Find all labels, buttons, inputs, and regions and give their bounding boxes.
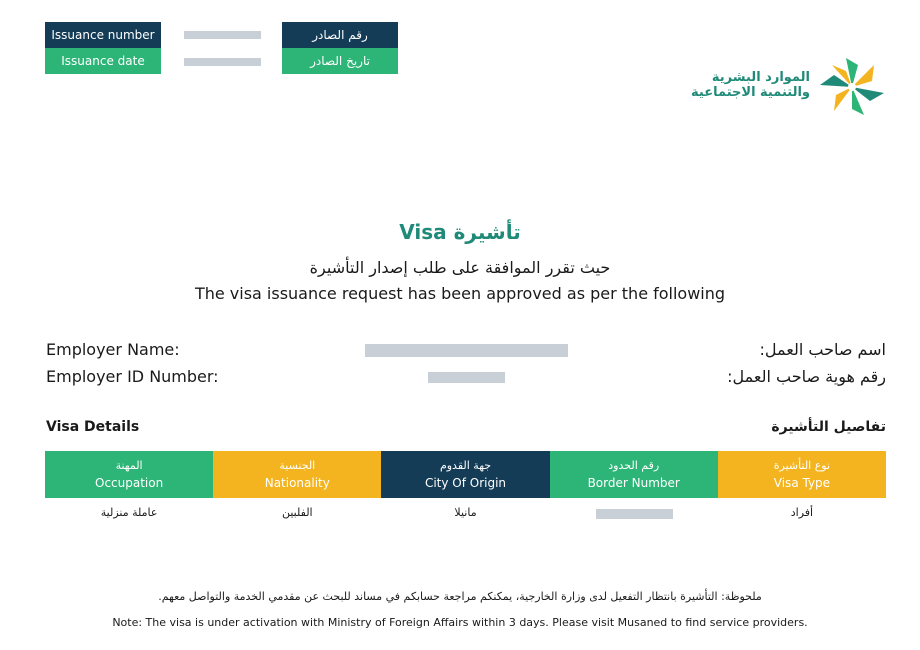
value-visa-type: أفراد	[790, 506, 814, 519]
issuance-date-label: Issuance date	[45, 48, 161, 74]
col-border-number	[550, 451, 718, 498]
col-city-en: City Of Origin	[424, 476, 507, 490]
col-visa-type-ar: نوع التأشيرة	[773, 459, 831, 472]
issuance-number-value-redacted	[184, 31, 261, 39]
page-title: Visa تأشيرة	[399, 220, 521, 244]
value-occupation: عاملة منزلية	[100, 506, 158, 519]
logo-line1: الموارد البشرية	[711, 70, 810, 85]
value-city-of-origin: مانيلا	[454, 506, 477, 519]
issuance-date-value-redacted	[184, 58, 261, 66]
col-visa-type-en: Visa Type	[773, 476, 831, 490]
employer-name-redacted	[365, 344, 568, 357]
employer-id-label: Employer ID Number:	[46, 367, 219, 386]
col-occupation-ar: المهنة	[115, 459, 143, 472]
employer-id-redacted	[428, 372, 505, 383]
col-border-en: Border Number	[587, 476, 680, 490]
subtitle-ar: حيث تقرر الموافقة على طلب إصدار التأشيرة	[309, 258, 611, 277]
visa-details-header	[45, 451, 886, 498]
col-city-of-origin	[381, 451, 549, 498]
employer-name-label-ar: اسم صاحب العمل:	[759, 340, 886, 359]
col-city-ar: جهة القدوم	[439, 459, 492, 472]
col-occupation	[45, 451, 213, 498]
col-border-ar: رقم الحدود	[608, 459, 660, 472]
note-ar: ملحوظة: التأشيرة بانتظار التفعيل لدى وزارة الخارجية، يمكنكم مراجعة حسابكم في مساند للبحث عن مقدمي الخدمة والتواصل معهم.	[158, 590, 762, 603]
border-number-redacted	[596, 509, 673, 519]
value-nationality: الفلبين	[281, 506, 313, 519]
col-nationality-en: Nationality	[264, 476, 330, 490]
col-nationality-ar: الجنسية	[279, 459, 316, 472]
ministry-star-icon	[816, 56, 888, 118]
ministry-logo	[691, 56, 890, 118]
col-nationality	[213, 451, 381, 498]
subtitle-en: The visa issuance request has been approved as per the following	[194, 284, 726, 303]
visa-details-title-ar: تفاصيل التأشيرة	[771, 419, 886, 435]
col-occupation-en: Occupation	[95, 476, 164, 490]
logo-line2: والتنمية الاجتماعية	[691, 85, 810, 100]
visa-details-title: Visa Details	[46, 419, 140, 435]
logo-text	[691, 70, 810, 100]
employer-id-label-ar: رقم هوية صاحب العمل:	[727, 367, 886, 386]
issuance-number-label-ar: رقم الصادر	[282, 22, 398, 48]
value-border-number	[550, 506, 718, 524]
visa-details-row	[45, 506, 886, 524]
issuance-number-label: Issuance number	[45, 22, 161, 48]
employer-name-label: Employer Name:	[46, 340, 180, 359]
col-visa-type	[718, 451, 886, 498]
note-en: Note: The visa is under activation with Ministry of Foreign Affairs within 3 days. Please visit Musaned to find service providers.	[112, 616, 808, 629]
issuance-date-label-ar: تاريخ الصادر	[282, 48, 398, 74]
